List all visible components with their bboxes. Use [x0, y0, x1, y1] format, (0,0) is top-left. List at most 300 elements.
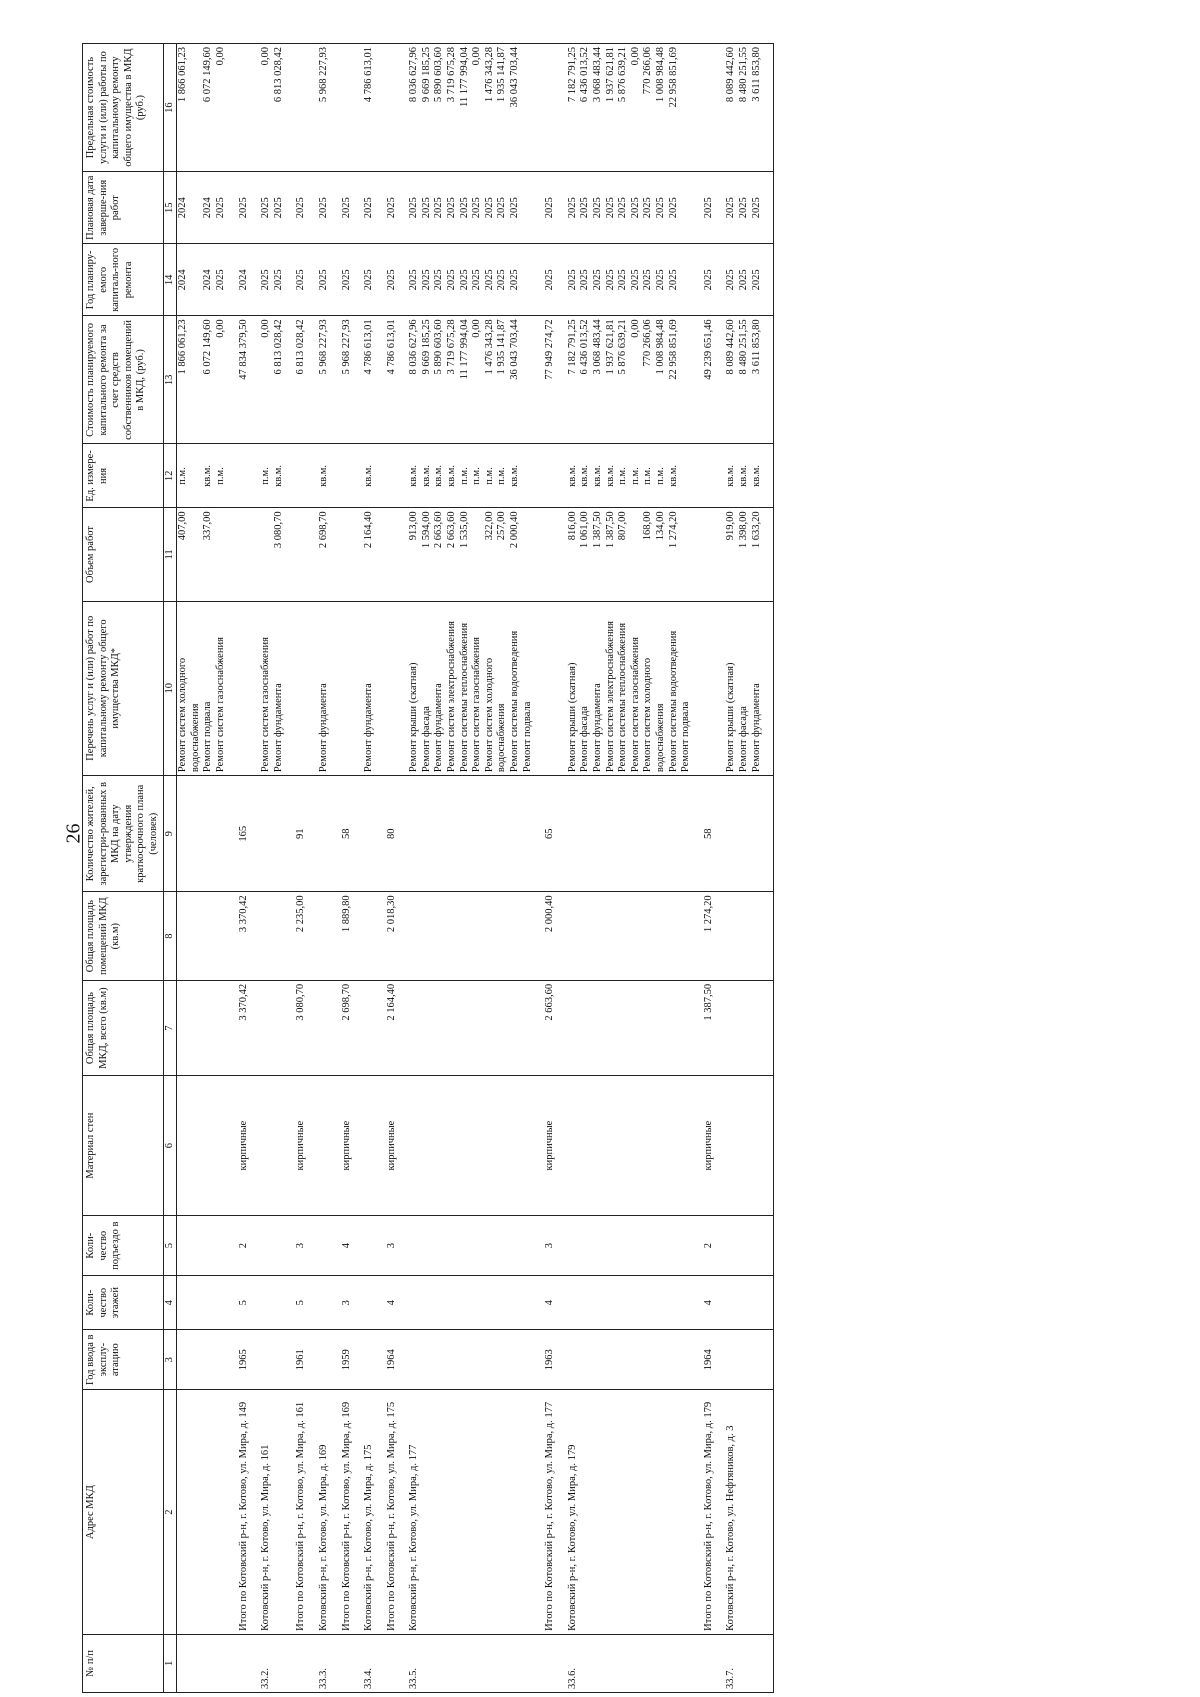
- cell-line: 4 786 613,01: [363, 47, 375, 103]
- spacer-cell: [285, 244, 295, 316]
- cell-line: 2025: [496, 269, 508, 291]
- cell-line: 3 080,70: [272, 511, 284, 549]
- cell-line: 1 633,20: [750, 511, 762, 549]
- cell-col-14: [567, 244, 693, 316]
- cell-line: Ремонт систем холодного водоснабжения: [642, 657, 666, 773]
- cell-col-8: 2 000,40: [544, 892, 557, 980]
- cell-line: кв.м.: [566, 464, 578, 487]
- cell-line: 1 866 061,23: [177, 47, 189, 103]
- spacer-cell: [331, 444, 341, 508]
- column-number-12: 12: [163, 444, 177, 508]
- cell-line: кв.м.: [750, 464, 762, 487]
- row-spacer: [331, 44, 341, 1693]
- cell-col-2: Итого по Котовский р-н, г. Котово, ул. Мира, д. 177: [544, 1390, 557, 1634]
- cell-col-4: 4: [703, 1276, 716, 1330]
- cell-col-14: [238, 244, 251, 316]
- cell-col-4: 3: [341, 1276, 354, 1330]
- spacer-cell: [376, 601, 386, 776]
- cell-line: 2025: [544, 269, 556, 291]
- spacer-cell: [715, 776, 725, 892]
- cell-line: 1 476 343,28: [483, 47, 495, 103]
- cell-col-5: [567, 1215, 693, 1276]
- spacer-cell: [376, 244, 386, 316]
- cell-line: 2025: [295, 197, 307, 219]
- cell-col-2: Итого по Котовский р-н, г. Котово, ул. Мира, д. 175: [386, 1390, 399, 1634]
- spacer-cell: [398, 1276, 408, 1330]
- cell-col-1: [341, 1634, 354, 1692]
- cell-col-4: [567, 1276, 693, 1330]
- cell-col-8: [177, 892, 228, 980]
- spacer-cell: [308, 244, 318, 316]
- cell-line: кв.м.: [363, 464, 375, 487]
- row-spacer: [228, 44, 238, 1693]
- cell-col-4: [725, 1276, 763, 1330]
- spacer-cell: [353, 980, 363, 1075]
- spacer-cell: [763, 776, 774, 892]
- cell-col-4: 4: [386, 1276, 399, 1330]
- spacer-cell: [693, 892, 703, 980]
- spacer-cell: [557, 1390, 567, 1634]
- spacer-cell: [557, 44, 567, 172]
- cell-col-12: [567, 444, 693, 508]
- cell-line: Ремонт подвала: [680, 701, 692, 773]
- cell-col-13: [238, 316, 251, 444]
- cell-col-9: [177, 776, 228, 892]
- spacer-cell: [331, 892, 341, 980]
- spacer-cell: [398, 44, 408, 172]
- cell-line: кв.м.: [604, 464, 616, 487]
- cell-col-11: [567, 508, 693, 601]
- cell-line: 0,00: [214, 47, 226, 66]
- cell-col-5: 4: [341, 1215, 354, 1276]
- cell-line: кв.м.: [433, 464, 445, 487]
- cell-col-8: [725, 892, 763, 980]
- cell-col-1: 33.3.: [318, 1634, 331, 1692]
- spacer-cell: [693, 1076, 703, 1216]
- cell-col-15: [295, 172, 308, 244]
- cell-col-8: 2 018,30: [386, 892, 399, 980]
- cell-line: 2025: [604, 269, 616, 291]
- spacer-cell: [534, 980, 544, 1075]
- cell-line: п.м.: [458, 467, 470, 485]
- cell-line: Ремонт крыши (скатная): [408, 662, 420, 773]
- cell-col-10: [725, 601, 763, 776]
- spacer-cell: [534, 172, 544, 244]
- cell-line: 2025: [654, 269, 666, 291]
- cell-line: Ремонт фундамента: [433, 683, 445, 773]
- cell-line: 47 834 379,50: [237, 319, 249, 380]
- spacer-cell: [534, 1076, 544, 1216]
- cell-col-15: [177, 172, 228, 244]
- cell-line: 8 480 251,55: [737, 47, 749, 103]
- cell-col-4: [318, 1276, 331, 1330]
- cell-col-12: [341, 444, 354, 508]
- cell-line: 2025: [237, 197, 249, 219]
- cell-line: 134,00: [654, 511, 666, 541]
- spacer-cell: [331, 316, 341, 444]
- spacer-cell: [285, 508, 295, 601]
- cell-line: кв.м.: [509, 464, 521, 487]
- cell-col-3: 1964: [703, 1329, 716, 1390]
- cell-col-13: [295, 316, 308, 444]
- cell-line: Ремонт подвала: [521, 701, 533, 773]
- spacer-cell: [557, 980, 567, 1075]
- spacer-cell: [250, 444, 260, 508]
- spacer-cell: [557, 1215, 567, 1276]
- spacer-cell: [715, 892, 725, 980]
- spacer-cell: [308, 892, 318, 980]
- cell-col-3: [363, 1329, 376, 1390]
- cell-line: 2025: [566, 269, 578, 291]
- spacer-cell: [376, 1390, 386, 1634]
- cell-col-11: [363, 508, 376, 601]
- cell-col-7: 2 164,40: [386, 980, 399, 1075]
- cell-col-13: [408, 316, 534, 444]
- cell-line: 2025: [385, 269, 397, 291]
- cell-line: 2025: [408, 197, 420, 219]
- cell-col-5: 3: [295, 1215, 308, 1276]
- cell-line: Ремонт системы водоотведения: [509, 630, 521, 773]
- cell-line: 2025: [725, 269, 737, 291]
- cell-line: [190, 511, 203, 597]
- cell-col-13: [177, 316, 228, 444]
- cell-line: 6 436 013,52: [579, 47, 591, 103]
- cell-col-5: [725, 1215, 763, 1276]
- cell-col-15: [725, 172, 763, 244]
- spacer-cell: [250, 892, 260, 980]
- spacer-cell: [715, 508, 725, 601]
- cell-col-12: [238, 444, 251, 508]
- spacer-cell: [285, 1634, 295, 1692]
- spacer-cell: [308, 980, 318, 1075]
- cell-col-13: [363, 316, 376, 444]
- spacer-cell: [376, 1329, 386, 1390]
- cell-col-16: [544, 44, 557, 172]
- spacer-cell: [763, 1390, 774, 1634]
- cell-col-3: [725, 1329, 763, 1390]
- column-number-3: 3: [163, 1329, 177, 1390]
- cell-col-14: [408, 244, 534, 316]
- cell-line: 2025: [579, 269, 591, 291]
- spacer-cell: [763, 1215, 774, 1276]
- cell-line: 1 061,00: [579, 511, 591, 549]
- cell-line: Ремонт систем электроснабжения: [446, 620, 458, 773]
- cell-col-1: [544, 1634, 557, 1692]
- cell-col-11: [341, 508, 354, 601]
- cell-col-10: [177, 601, 228, 776]
- cell-col-10: [363, 601, 376, 776]
- spacer-cell: [308, 1276, 318, 1330]
- cell-line: 2025: [420, 269, 432, 291]
- spacer-cell: [331, 1215, 341, 1276]
- spacer-cell: [353, 1215, 363, 1276]
- cell-line: 49 239 651,46: [702, 319, 714, 380]
- spacer-cell: [715, 1634, 725, 1692]
- cell-line: 2025: [214, 197, 226, 219]
- cell-col-15: [567, 172, 693, 244]
- spacer-cell: [534, 892, 544, 980]
- cell-line: 4 786 613,01: [363, 319, 375, 375]
- spacer-cell: [376, 1076, 386, 1216]
- cell-line: [260, 511, 273, 597]
- spacer-cell: [308, 601, 318, 776]
- cell-col-16: [386, 44, 399, 172]
- spacer-cell: [398, 892, 408, 980]
- spacer-cell: [285, 1329, 295, 1390]
- cell-line: 2025: [340, 269, 352, 291]
- row-spacer: [308, 44, 318, 1693]
- cell-line: кв.м.: [420, 464, 432, 487]
- cell-col-6: кирпичные: [341, 1076, 354, 1216]
- column-number-10: 10: [163, 601, 177, 776]
- cell-col-15: [703, 172, 716, 244]
- cell-col-12: [363, 444, 376, 508]
- spacer-cell: [308, 1329, 318, 1390]
- spacer-cell: [376, 776, 386, 892]
- cell-col-10: [703, 601, 716, 776]
- cell-line: п.м.: [629, 467, 641, 485]
- column-header-4: Коли-чество этажей: [83, 1276, 164, 1330]
- spacer-cell: [557, 776, 567, 892]
- spacer-cell: [534, 1329, 544, 1390]
- cell-line: п.м.: [496, 467, 508, 485]
- spacer-cell: [331, 1634, 341, 1692]
- cell-line: 5 876 639,21: [617, 47, 629, 103]
- spacer-cell: [715, 980, 725, 1075]
- cell-line: 8 036 627,96: [408, 319, 420, 375]
- cell-line: 2025: [260, 269, 272, 291]
- cell-line: 2025: [295, 269, 307, 291]
- spacer-cell: [534, 776, 544, 892]
- cell-col-10: [260, 601, 285, 776]
- spacer-cell: [308, 444, 318, 508]
- spacer-cell: [228, 1076, 238, 1216]
- cell-col-2: Котовский р-н, г. Котово, ул. Мира, д. 177: [408, 1390, 534, 1634]
- spacer-cell: [376, 980, 386, 1075]
- cell-col-6: [363, 1076, 376, 1216]
- cell-col-16: [238, 44, 251, 172]
- cell-line: 2025: [737, 269, 749, 291]
- cell-line: Ремонт систем газоснабжения: [471, 637, 483, 773]
- spacer-cell: [353, 44, 363, 172]
- spacer-cell: [353, 892, 363, 980]
- cell-line: 1 935 141,87: [496, 47, 508, 103]
- cell-line: Ремонт фундамента: [750, 683, 762, 773]
- cell-line: 2025: [363, 269, 375, 291]
- cell-col-9: [318, 776, 331, 892]
- spacer-cell: [228, 172, 238, 244]
- cell-line: 0,00: [471, 319, 483, 338]
- spacer-cell: [331, 980, 341, 1075]
- spacer-cell: [353, 601, 363, 776]
- spacer-cell: [331, 172, 341, 244]
- spacer-cell: [250, 980, 260, 1075]
- column-number-16: 16: [163, 44, 177, 172]
- cell-line: Ремонт систем газоснабжения: [629, 637, 641, 773]
- spacer-cell: [353, 244, 363, 316]
- cell-line: [190, 175, 203, 240]
- column-header-5: Коли-чество подъездо в: [83, 1215, 164, 1276]
- cell-line: 1 387,50: [592, 511, 603, 549]
- spacer-cell: [228, 1390, 238, 1634]
- cell-col-6: кирпичные: [386, 1076, 399, 1216]
- spacer-cell: [228, 980, 238, 1075]
- cell-col-3: [318, 1329, 331, 1390]
- cell-line: 1 398,00: [737, 511, 749, 549]
- spacer-cell: [331, 1329, 341, 1390]
- cell-col-16: [725, 44, 763, 172]
- cell-col-16: [341, 44, 354, 172]
- cell-col-7: [177, 980, 228, 1075]
- table-row: [363, 44, 376, 1693]
- spacer-cell: [693, 1215, 703, 1276]
- cell-col-15: [318, 172, 331, 244]
- cell-col-3: [408, 1329, 534, 1390]
- spacer-cell: [693, 601, 703, 776]
- spacer-cell: [308, 1215, 318, 1276]
- cell-col-7: 1 387,50: [703, 980, 716, 1075]
- cell-col-6: [177, 1076, 228, 1216]
- cell-col-1: [703, 1634, 716, 1692]
- spacer-cell: [228, 892, 238, 980]
- spacer-cell: [557, 508, 567, 601]
- spacer-cell: [693, 776, 703, 892]
- spacer-cell: [285, 316, 295, 444]
- row-spacer: [763, 44, 774, 1693]
- cell-line: 5 890 603,60: [433, 319, 445, 375]
- cell-line: 1 937 621,81: [604, 319, 616, 375]
- spacer-cell: [353, 316, 363, 444]
- spacer-cell: [228, 1634, 238, 1692]
- row-spacer: [534, 44, 544, 1693]
- cell-line: 2025: [272, 197, 284, 219]
- spacer-cell: [331, 244, 341, 316]
- cell-line: 2 663,60: [446, 511, 458, 549]
- column-header-13: Стоимость планируемого капитального ремонта за счет средств собственников помещений в МКД, (руб.): [83, 316, 164, 444]
- spacer-cell: [715, 316, 725, 444]
- table-row: [408, 44, 534, 1693]
- cell-col-16: [318, 44, 331, 172]
- spacer-cell: [285, 1276, 295, 1330]
- cell-col-4: [363, 1276, 376, 1330]
- cell-line: 257,00: [496, 511, 508, 541]
- cell-line: 2025: [471, 269, 483, 291]
- cell-col-15: [341, 172, 354, 244]
- spacer-cell: [763, 1329, 774, 1390]
- spacer-cell: [534, 1215, 544, 1276]
- cell-col-3: [260, 1329, 285, 1390]
- cell-col-9: 58: [703, 776, 716, 892]
- cell-line: 2024: [237, 269, 249, 291]
- cell-line: 919,00: [725, 511, 737, 541]
- cell-line: 2025: [617, 269, 629, 291]
- cell-line: кв.м.: [667, 464, 679, 487]
- cell-col-3: 1964: [386, 1329, 399, 1390]
- cell-col-8: [567, 892, 693, 980]
- cell-col-2: Котовский р-н, г. Котово, ул. Нефтяников, д. 3: [725, 1390, 763, 1634]
- cell-line: кв.м.: [737, 464, 749, 487]
- cell-line: 2025: [737, 197, 749, 219]
- cell-col-9: [363, 776, 376, 892]
- cell-line: 2 663,60: [433, 511, 445, 549]
- cell-line: 1 935 141,87: [496, 319, 508, 375]
- cell-col-8: [318, 892, 331, 980]
- cell-line: п.м.: [471, 467, 483, 485]
- cell-line: 1 535,00: [458, 511, 470, 549]
- spacer-cell: [353, 508, 363, 601]
- cell-line: п.м.: [617, 467, 629, 485]
- cell-col-12: [386, 444, 399, 508]
- cell-line: 1 937 621,81: [604, 47, 616, 103]
- spacer-cell: [308, 776, 318, 892]
- cell-col-8: [408, 892, 534, 980]
- cell-line: 816,00: [566, 511, 578, 541]
- cell-col-7: [260, 980, 285, 1075]
- cell-line: 2025: [509, 269, 521, 291]
- cell-line: 6 072 149,60: [202, 319, 214, 375]
- cell-line: 6 813 028,42: [272, 319, 284, 375]
- column-header-7: Общая площадь МКД, всего (кв.м): [83, 980, 164, 1075]
- cell-line: 337,00: [202, 511, 214, 541]
- cell-col-4: [177, 1276, 228, 1330]
- cell-line: 36 043 703,44: [509, 319, 521, 380]
- cell-line: 322,00: [483, 511, 495, 541]
- spacer-cell: [693, 1634, 703, 1692]
- cell-col-5: [408, 1215, 534, 1276]
- cell-line: 2025: [260, 197, 272, 219]
- cell-col-13: [386, 316, 399, 444]
- cell-col-12: [318, 444, 331, 508]
- spacer-cell: [715, 601, 725, 776]
- cell-line: 6 072 149,60: [202, 47, 214, 103]
- cell-line: 2025: [750, 269, 762, 291]
- spacer-cell: [250, 44, 260, 172]
- spacer-cell: [557, 244, 567, 316]
- cell-col-10: [318, 601, 331, 776]
- cell-line: 3 068 483,44: [592, 319, 603, 375]
- cell-col-2: Итого по Котовский р-н, г. Котово, ул. Мира, д. 169: [341, 1390, 354, 1634]
- cell-col-10: [295, 601, 308, 776]
- cell-col-3: 1963: [544, 1329, 557, 1390]
- cell-col-3: 1965: [238, 1329, 251, 1390]
- column-number-13: 13: [163, 316, 177, 444]
- cell-line: 2025: [654, 197, 666, 219]
- cell-line: 4 786 613,01: [385, 319, 397, 375]
- cell-line: 1 594,00: [420, 511, 432, 549]
- spacer-cell: [285, 1215, 295, 1276]
- cell-line: Ремонт фундамента: [272, 683, 284, 773]
- cell-col-11: [725, 508, 763, 601]
- cell-col-4: 5: [295, 1276, 308, 1330]
- spacer-cell: [376, 444, 386, 508]
- spacer-cell: [534, 44, 544, 172]
- cell-col-14: [295, 244, 308, 316]
- cell-line: 77 949 274,72: [544, 319, 556, 380]
- cell-line: 8 480 251,55: [737, 319, 749, 375]
- cell-col-2: Котовский р-н, г. Котово, ул. Мира, д. 169: [318, 1390, 331, 1634]
- spacer-cell: [557, 1076, 567, 1216]
- cell-col-7: [408, 980, 534, 1075]
- cell-line: 2025: [642, 197, 654, 219]
- cell-line: 0,00: [214, 319, 226, 338]
- spacer-cell: [285, 172, 295, 244]
- cell-line: [190, 47, 203, 168]
- spacer-cell: [763, 980, 774, 1075]
- column-number-1: 1: [163, 1634, 177, 1692]
- spacer-cell: [763, 1276, 774, 1330]
- cell-col-14: [341, 244, 354, 316]
- table-row: [260, 44, 285, 1693]
